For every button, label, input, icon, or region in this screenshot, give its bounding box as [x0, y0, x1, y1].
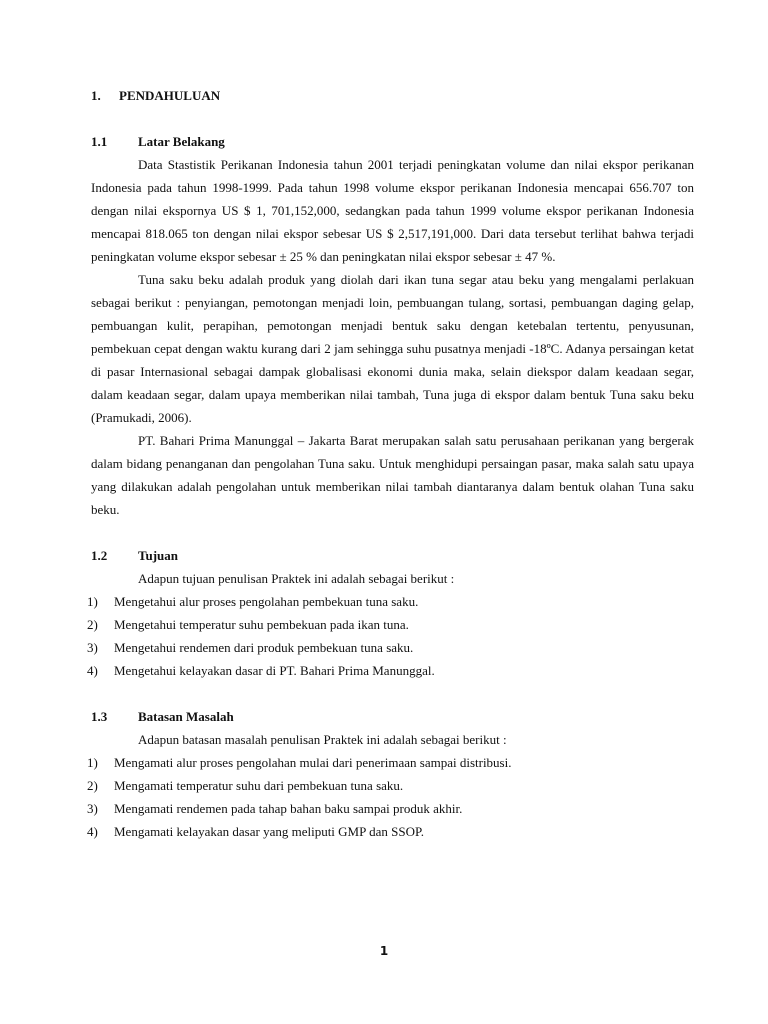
page-number: 1: [379, 944, 389, 958]
list-item: 3) Mengetahui rendemen dari produk pembekuan tuna saku.: [87, 640, 414, 655]
chapter-title: PENDAHULUAN: [119, 88, 221, 103]
section-title: Latar Belakang: [138, 134, 225, 149]
list-item: 1) Mengetahui alur proses pengolahan pembekuan tuna saku.: [87, 594, 419, 609]
section-intro: Adapun tujuan penulisan Praktek ini adalah sebagai berikut :: [138, 571, 455, 586]
chapter-heading: [91, 84, 694, 107]
chapter-number: 1.: [91, 88, 101, 103]
section-title: Tujuan: [138, 548, 178, 563]
scope-list: [87, 751, 694, 843]
list-item: 3) Mengamati rendemen pada tahap bahan baku sampai produk akhir.: [87, 801, 463, 816]
section-heading-1-2: [91, 544, 694, 567]
section-heading-1-1: [91, 130, 694, 153]
list-item: 2) Mengetahui temperatur suhu pembekuan pada ikan tuna.: [87, 617, 409, 632]
section-title: Batasan Masalah: [138, 709, 234, 724]
list-item: 1) Mengamati alur proses pengolahan mulai dari penerimaan sampai distribusi.: [87, 755, 512, 770]
section-number: 1.3: [91, 709, 108, 724]
page-content: [87, 84, 694, 843]
list-item: 4) Mengamati kelayakan dasar yang meliputi GMP dan SSOP.: [87, 824, 425, 839]
paragraph-1: Data Stastistik Perikanan Indonesia tahun 2001 terjadi peningkatan volume dan nilai ekspor perikanan Indonesia pada tahun 1998-1999. Pada tahun 1998 volume ekspor perikanan Indonesia mencapai 656.707 ton dengan nilai ekspornya US $ 1, 701,152,000, sedangkan pada tahun 1999 volume ekspor perikanan Indonesia mencapai 818.065 ton dengan nilai ekspor sebesar US $ 2,517,191,000. Dari data tersebut terlihat bahwa terjadi peningkatan volume ekspor sebesar ± 25 % dan peningkatan nilai ekspor sebesar ± 47 %.: [91, 157, 694, 264]
section-heading-1-3: [91, 705, 694, 728]
list-item: 4) Mengetahui kelayakan dasar di PT. Bahari Prima Manunggal.: [87, 663, 435, 678]
objectives-list: [87, 590, 694, 682]
section-number: 1.1: [91, 134, 108, 149]
paragraph-2: Tuna saku beku adalah produk yang diolah dari ikan tuna segar atau beku yang mengalami perlakuan sebagai berikut : penyiangan, pemotongan menjadi loin, pembuangan tulang, sortasi, pembuangan daging gelap, pembuangan kulit, perapihan, pemotongan menjadi bentuk saku dengan ketebalan tertentu, penyusunan, pembekuan cepat dengan waktu kurang dari 2 jam sehingga suhu pusatnya menjadi -18ºC. Adanya persaingan ketat di pasar Internasional sebagai dampak globalisasi ekonomi dunia maka, selain diekspor dalam keadaan segar, dalam keadaan segar, dalam upaya memberikan nilai tambah, Tuna juga di ekspor dalam bentuk Tuna saku beku (Pramukadi, 2006).: [91, 272, 694, 425]
list-item: 2) Mengamati temperatur suhu dari pembekuan tuna saku.: [87, 778, 404, 793]
section-number: 1.2: [91, 548, 108, 563]
paragraph-3: PT. Bahari Prima Manunggal – Jakarta Barat merupakan salah satu perusahaan perikanan yang bergerak dalam bidang penanganan dan pengolahan Tuna saku. Untuk menghidupi persaingan pasar, maka salah satu upaya yang dilakukan adalah pengolahan untuk memberikan nilai tambah diantaranya dalam bentuk olahan Tuna saku beku.: [91, 433, 694, 517]
section-intro: Adapun batasan masalah penulisan Praktek ini adalah sebagai berikut :: [138, 732, 507, 747]
